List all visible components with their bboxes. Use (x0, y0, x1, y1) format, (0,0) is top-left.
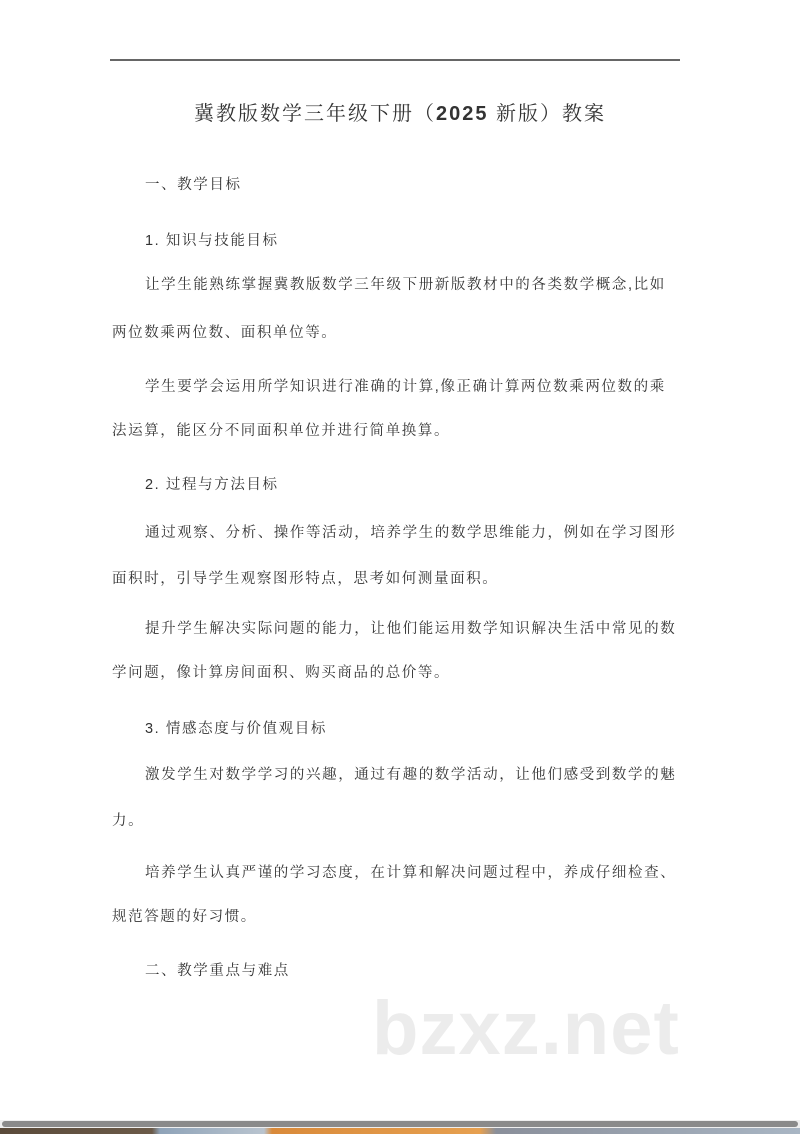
paragraph-line: 面积时，引导学生观察图形特点，思考如何测量面积。 (112, 571, 499, 587)
paragraph-line: 通过观察、分析、操作等活动，培养学生的数学思维能力，例如在学习图形 (145, 525, 677, 541)
header-rule (110, 59, 680, 61)
paragraph-line: 提升学生解决实际问题的能力，让他们能运用数学知识解决生活中常见的数 (145, 621, 677, 637)
paragraph-line: 规范答题的好习惯。 (112, 909, 257, 925)
paragraph-line: 激发学生对数学学习的兴趣，通过有趣的数学活动，让他们感受到数学的魅 (145, 767, 677, 783)
subsection-heading: 2. 过程与方法目标 (145, 477, 279, 493)
background-image-strip (0, 1128, 800, 1134)
watermark: bzxz.net (372, 986, 680, 1071)
horizontal-scrollbar[interactable] (0, 1120, 800, 1128)
document-title: 冀教版数学三年级下册（2025 新版）教案 (193, 103, 607, 125)
subsection-heading: 1. 知识与技能目标 (145, 233, 279, 249)
paragraph-line: 力。 (112, 813, 145, 829)
paragraph-line: 学生要学会运用所学知识进行准确的计算,像正确计算两位数乘两位数的乘 (145, 379, 666, 395)
paragraph-line: 学问题，像计算房间面积、购买商品的总价等。 (112, 665, 451, 681)
scrollbar-thumb[interactable] (2, 1121, 798, 1127)
paragraph-line: 两位数乘两位数、面积单位等。 (112, 325, 338, 341)
paragraph-line: 让学生能熟练掌握冀教版数学三年级下册新版教材中的各类数学概念,比如 (145, 277, 666, 293)
subsection-heading: 3. 情感态度与价值观目标 (145, 721, 327, 737)
section-heading: 二、教学重点与难点 (145, 963, 290, 979)
paragraph-line: 法运算，能区分不同面积单位并进行简单换算。 (112, 423, 451, 439)
section-heading: 一、教学目标 (145, 177, 242, 193)
paragraph-line: 培养学生认真严谨的学习态度，在计算和解决问题过程中，养成仔细检查、 (145, 865, 677, 881)
